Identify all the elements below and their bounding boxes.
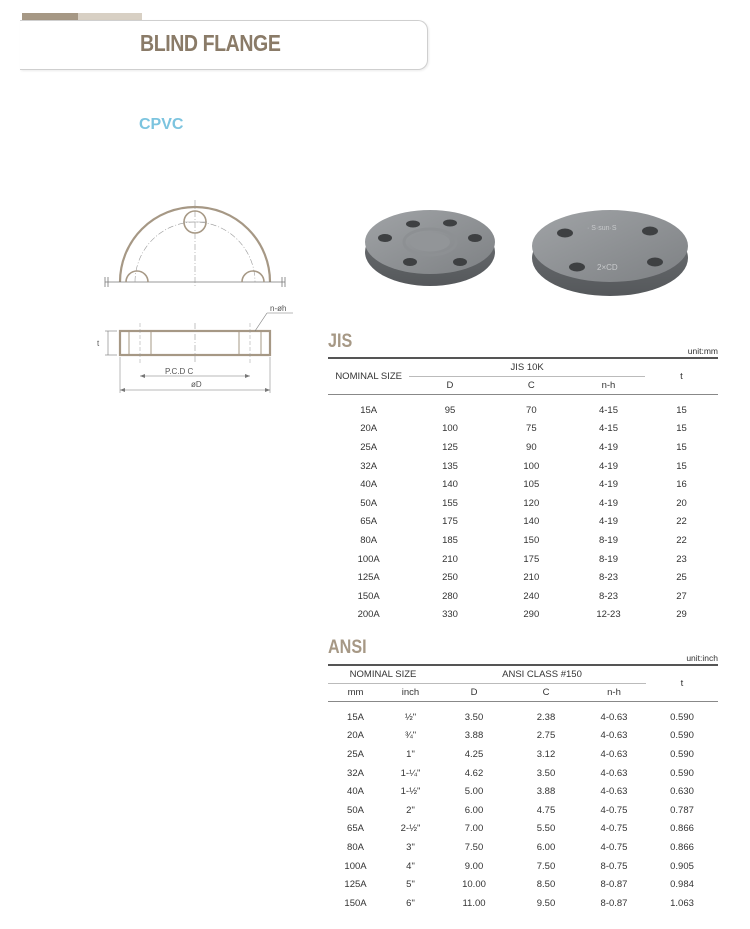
table-cell: 140 (442, 479, 458, 491)
table-cell: 5.50 (536, 823, 556, 835)
jis-header-nominal: NOMINAL SIZE (328, 358, 409, 395)
pcd-dimension-label: P.C.D C (165, 367, 194, 376)
table-cell: 4-19 (598, 441, 618, 453)
table-cell: 8-0.87 (600, 879, 628, 891)
table-cell: 95 (444, 404, 456, 416)
table-cell: 40A (347, 786, 364, 798)
table-cell: 125 (442, 441, 458, 453)
ansi-header-group: ANSI CLASS #150 (438, 665, 646, 684)
table-cell: 0.590 (670, 730, 694, 742)
table-cell: 3.88 (536, 786, 556, 798)
table-row (328, 801, 718, 820)
table-cell: 280 (442, 590, 458, 602)
table-cell: 4-0.63 (600, 767, 628, 779)
jis-table (328, 357, 718, 624)
ansi-header-d: D (438, 684, 510, 702)
table-cell: 20 (676, 497, 687, 509)
table-cell: 0.984 (670, 879, 694, 891)
table-cell: 9.50 (536, 897, 556, 909)
table-cell: 4-15 (598, 423, 618, 435)
table-row (328, 708, 718, 727)
ansi-header-t: t (646, 665, 718, 702)
table-cell: 0.590 (670, 767, 694, 779)
table-cell: 185 (442, 534, 458, 546)
jis-header-t: t (645, 358, 718, 395)
photo-size-mark: 2×CD (597, 263, 618, 272)
table-cell: 25A (347, 748, 364, 760)
table-cell: ¾" (404, 730, 417, 742)
table-cell: 15A (360, 404, 378, 416)
table-cell: 4-0.75 (600, 841, 628, 853)
table-cell: 4.62 (464, 767, 484, 779)
table-cell: 290 (523, 609, 540, 621)
table-cell: 1-½" (400, 786, 421, 798)
table-cell: 23 (676, 553, 687, 565)
od-dimension-label: øD (191, 380, 202, 389)
table-row (328, 457, 718, 476)
table-cell: 0.590 (670, 748, 694, 760)
table-cell: 9.00 (464, 860, 484, 872)
table-cell: 20A (347, 730, 364, 742)
table-cell: 1" (406, 748, 415, 760)
table-cell: 10.00 (462, 879, 486, 891)
table-cell: 11.00 (462, 897, 486, 909)
table-cell: 80A (360, 534, 378, 546)
jis-header-c: C (491, 377, 572, 395)
table-cell: 15 (676, 423, 687, 435)
table-cell: 175 (442, 516, 458, 528)
table-cell: 3.88 (464, 730, 484, 742)
table-cell: 65A (360, 516, 378, 528)
table-row (328, 550, 718, 569)
table-cell: 4-0.75 (600, 804, 628, 816)
flange-technical-drawing (95, 195, 295, 400)
table-cell: 75 (526, 423, 537, 435)
table-cell: 4-0.63 (600, 748, 628, 760)
table-cell: 2" (406, 804, 415, 816)
table-cell: 125A (357, 572, 380, 584)
table-row (328, 782, 718, 801)
jis-header-nh: n-h (572, 377, 645, 395)
table-row (328, 568, 718, 587)
table-cell: 4-0.63 (600, 786, 628, 798)
table-cell: 7.50 (536, 860, 556, 872)
ansi-table (328, 664, 718, 913)
table-cell: 210 (523, 572, 540, 584)
table-cell: 8.50 (536, 879, 556, 891)
table-cell: 2.75 (536, 730, 556, 742)
table-cell: ½" (404, 711, 417, 723)
table-row (328, 745, 718, 764)
ansi-header-inch: inch (383, 684, 438, 702)
table-cell: 0.866 (670, 841, 694, 853)
table-cell: 330 (442, 609, 458, 621)
page-title: BLIND FLANGE (140, 30, 281, 56)
table-cell: 100 (442, 423, 458, 435)
t-dimension-label: t (97, 339, 100, 348)
jis-header-group: JIS 10K (409, 358, 645, 377)
table-cell: 175 (523, 553, 540, 565)
small-flange-photo (365, 210, 495, 286)
table-cell: 4-19 (598, 479, 618, 491)
ansi-header-nh: n-h (582, 684, 646, 702)
large-flange-photo (532, 210, 688, 296)
table-cell: 16 (676, 479, 687, 491)
ansi-header-nominal: NOMINAL SIZE (328, 665, 438, 684)
ansi-section-title: ANSI (328, 637, 367, 658)
table-cell: 140 (523, 516, 540, 528)
table-cell: 135 (442, 460, 458, 472)
table-row (328, 420, 718, 439)
jis-unit-label: unit:mm (687, 346, 718, 356)
table-cell: 8-0.75 (600, 860, 628, 872)
table-cell: 120 (523, 497, 540, 509)
header-accent-bar (22, 13, 78, 20)
table-cell: 3" (406, 841, 415, 853)
table-cell: 7.50 (464, 841, 484, 853)
table-cell: 4.75 (536, 804, 556, 816)
table-cell: 3.50 (464, 711, 484, 723)
table-cell: 15 (676, 460, 687, 472)
table-cell: 15 (676, 404, 687, 416)
table-cell: 0.866 (670, 823, 694, 835)
table-cell: 4-19 (598, 497, 618, 509)
material-label: CPVC (139, 116, 184, 133)
table-cell: 6.00 (464, 804, 484, 816)
table-cell: 4-19 (598, 516, 618, 528)
table-cell: 22 (676, 534, 687, 546)
table-cell: 2.38 (536, 711, 556, 723)
table-cell: 100 (523, 460, 540, 472)
table-cell: 200A (357, 609, 380, 621)
table-cell: 20A (360, 423, 378, 435)
header-accent-bar-light (78, 13, 142, 20)
table-cell: 0.590 (670, 711, 694, 723)
photo-logo-text: · S·sun·S (587, 225, 617, 232)
table-row (328, 894, 718, 913)
table-cell: 150A (357, 590, 380, 602)
table-cell: 90 (526, 441, 537, 453)
table-cell: 0.630 (670, 786, 694, 798)
ansi-header-mm: mm (328, 684, 383, 702)
table-cell: 4.25 (464, 748, 484, 760)
table-cell: 40A (360, 479, 378, 491)
table-row (328, 857, 718, 876)
table-cell: 5" (406, 879, 415, 891)
table-cell: 1-¼" (400, 767, 421, 779)
jis-header-d: D (409, 377, 490, 395)
table-cell: 100A (357, 553, 380, 565)
table-cell: 4-15 (598, 404, 618, 416)
table-cell: 25 (676, 572, 687, 584)
table-cell: 4-0.63 (600, 711, 628, 723)
table-cell: 29 (676, 609, 687, 621)
table-cell: 8-19 (598, 553, 618, 565)
table-cell: 8-19 (598, 534, 618, 546)
bolt-hole-label: n-øh (270, 304, 287, 313)
table-cell: 150 (523, 534, 540, 546)
table-cell: 210 (442, 553, 458, 565)
table-cell: 50A (360, 497, 378, 509)
ansi-unit-label: unit:inch (686, 653, 718, 663)
table-cell: 0.787 (670, 804, 694, 816)
jis-section-title: JIS (328, 331, 353, 352)
table-cell: 155 (442, 497, 458, 509)
table-cell: 4-0.63 (600, 730, 628, 742)
table-cell: 150A (344, 897, 367, 909)
table-cell: 125A (344, 879, 367, 891)
table-cell: 3.50 (536, 767, 556, 779)
table-row (328, 820, 718, 839)
table-cell: 8-0.87 (600, 897, 628, 909)
table-row (328, 587, 718, 606)
table-row (328, 727, 718, 746)
table-cell: 80A (347, 841, 364, 853)
table-row (328, 838, 718, 857)
table-row (328, 606, 718, 625)
table-cell: 240 (523, 590, 540, 602)
table-row (328, 531, 718, 550)
table-cell: 3.12 (536, 748, 556, 760)
table-cell: 2-½" (400, 823, 421, 835)
table-row (328, 494, 718, 513)
product-photo (355, 200, 700, 315)
table-row (328, 438, 718, 457)
table-cell: 8-23 (598, 572, 618, 584)
table-cell: 50A (347, 804, 364, 816)
table-cell: 65A (347, 823, 364, 835)
table-cell: 22 (676, 516, 687, 528)
table-row (328, 764, 718, 783)
table-row (328, 513, 718, 532)
table-cell: 0.905 (670, 860, 694, 872)
table-cell: 32A (347, 767, 364, 779)
table-cell: 15 (676, 441, 687, 453)
table-cell: 25A (360, 441, 378, 453)
table-row (328, 401, 718, 420)
table-cell: 6.00 (536, 841, 556, 853)
table-cell: 6" (406, 897, 415, 909)
ansi-header-c: C (510, 684, 582, 702)
table-row (328, 875, 718, 894)
table-cell: 4-0.75 (600, 823, 628, 835)
table-cell: 7.00 (464, 823, 484, 835)
table-cell: 12-23 (596, 609, 621, 621)
table-cell: 4-19 (598, 460, 618, 472)
table-cell: 100A (344, 860, 367, 872)
table-cell: 4" (406, 860, 415, 872)
table-cell: 70 (526, 404, 537, 416)
table-cell: 32A (360, 460, 378, 472)
table-cell: 1.063 (670, 897, 694, 909)
table-row (328, 475, 718, 494)
table-cell: 5.00 (464, 786, 484, 798)
table-cell: 105 (523, 479, 540, 491)
table-cell: 8-23 (598, 590, 618, 602)
table-cell: 15A (347, 711, 364, 723)
table-cell: 250 (442, 572, 458, 584)
table-cell: 27 (676, 590, 687, 602)
